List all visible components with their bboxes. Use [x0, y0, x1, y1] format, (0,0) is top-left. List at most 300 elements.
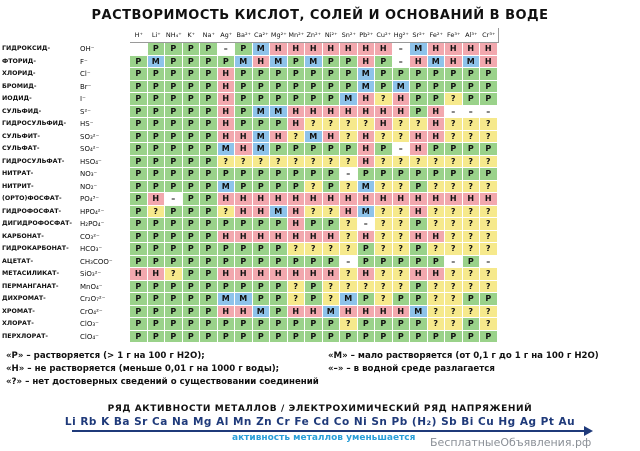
activity-trend-label: активность металлов уменьшается [232, 433, 416, 443]
solubility-cell: ? [288, 131, 306, 144]
anion-formula: CH₃COO⁻ [80, 257, 113, 266]
solubility-cell: M [358, 181, 376, 194]
solubility-cell: P [305, 293, 323, 306]
solubility-cell: ? [480, 131, 498, 144]
solubility-cell: P [148, 68, 166, 81]
solubility-cell: P [445, 168, 463, 181]
solubility-cell: H [358, 193, 376, 206]
solubility-cell: H [358, 156, 376, 169]
cation-header: Sr²⁺ [410, 28, 429, 43]
solubility-cell: ? [428, 318, 446, 331]
solubility-cell: P [288, 93, 306, 106]
solubility-cell: ? [270, 156, 288, 169]
solubility-cell: P [235, 118, 253, 131]
solubility-cell: P [200, 131, 218, 144]
solubility-cell: P [235, 168, 253, 181]
solubility-cell: P [323, 93, 341, 106]
anion-formula: ClO₃⁻ [80, 320, 99, 328]
solubility-cell: H [288, 118, 306, 131]
solubility-cell: P [288, 318, 306, 331]
solubility-cell: H [130, 268, 148, 281]
solubility-cell: P [375, 256, 393, 269]
solubility-cell: P [270, 306, 288, 319]
solubility-cell: P [410, 256, 428, 269]
solubility-cell: P [200, 268, 218, 281]
solubility-cell: P [148, 81, 166, 94]
cation-header: Fe³⁺ [445, 28, 464, 43]
solubility-cell: ? [340, 231, 358, 244]
solubility-cell: P [130, 106, 148, 119]
row-name: ГИДРОСУЛЬФАТ- [2, 157, 65, 165]
row-name: СУЛЬФИД- [2, 107, 42, 115]
legend-insoluble: «Н» – не растворяется (меньше 0,01 г на 1000 г воды); [6, 364, 280, 374]
anion-formula: SO₃²⁻ [80, 132, 100, 141]
solubility-cell: M [253, 106, 271, 119]
solubility-cell: ? [375, 268, 393, 281]
solubility-cell: P [165, 56, 183, 69]
solubility-cell: – [463, 106, 481, 119]
solubility-cell: ? [445, 281, 463, 294]
solubility-cell: ? [375, 206, 393, 219]
solubility-cell: P [183, 93, 201, 106]
solubility-cell: P [410, 168, 428, 181]
solubility-cell: P [428, 68, 446, 81]
solubility-cell: P [305, 256, 323, 269]
solubility-cell: P [305, 331, 323, 344]
solubility-cell: P [183, 131, 201, 144]
solubility-cell: P [235, 93, 253, 106]
solubility-cell: P [130, 156, 148, 169]
solubility-cell: P [218, 243, 236, 256]
solubility-cell: P [410, 68, 428, 81]
solubility-cell: P [148, 106, 166, 119]
solubility-cell: ? [218, 156, 236, 169]
solubility-cell: ? [323, 243, 341, 256]
solubility-cell: P [270, 181, 288, 194]
solubility-cell: P [130, 231, 148, 244]
solubility-cell: P [288, 256, 306, 269]
solubility-cell: P [218, 256, 236, 269]
solubility-cell: H [235, 268, 253, 281]
solubility-cell: ? [445, 318, 463, 331]
solubility-cell: P [183, 281, 201, 294]
solubility-cell: P [358, 293, 376, 306]
activity-series-title: РЯД АКТИВНОСТИ МЕТАЛЛОВ / ЭЛЕКТРОХИМИЧЕСКИЙ РЯД НАПРЯЖЕНИЙ [107, 404, 533, 414]
solubility-cell: P [235, 218, 253, 231]
solubility-cell: M [253, 306, 271, 319]
solubility-cell: ? [480, 181, 498, 194]
cation-header: Zn²⁺ [305, 28, 324, 43]
solubility-cell: P [323, 56, 341, 69]
solubility-cell: P [253, 281, 271, 294]
solubility-cell: P [200, 331, 218, 344]
solubility-cell: H [218, 231, 236, 244]
solubility-cell: ? [393, 181, 411, 194]
solubility-cell: P [130, 256, 148, 269]
solubility-cell: P [253, 318, 271, 331]
solubility-cell: P [323, 68, 341, 81]
solubility-cell: ? [463, 306, 481, 319]
solubility-cell: H [323, 106, 341, 119]
solubility-cell: P [375, 331, 393, 344]
solubility-cell: P [183, 106, 201, 119]
solubility-cell: – [393, 43, 411, 56]
solubility-cell: P [183, 231, 201, 244]
solubility-cell: P [235, 68, 253, 81]
cation-header: Pb²⁺ [358, 28, 377, 43]
solubility-cell: H [428, 118, 446, 131]
solubility-cell: – [358, 218, 376, 231]
solubility-cell: P [183, 256, 201, 269]
solubility-cell: H [393, 306, 411, 319]
solubility-cell: P [253, 331, 271, 344]
solubility-cell: ? [288, 281, 306, 294]
solubility-cell: P [148, 256, 166, 269]
solubility-cell: P [165, 68, 183, 81]
solubility-cell: P [165, 93, 183, 106]
solubility-cell: H [305, 43, 323, 56]
solubility-cell: M [270, 56, 288, 69]
solubility-cell: ? [410, 156, 428, 169]
solubility-cell: P [463, 93, 481, 106]
solubility-cell: P [393, 256, 411, 269]
solubility-cell: M [340, 93, 358, 106]
solubility-cell: P [463, 331, 481, 344]
solubility-cell: P [165, 231, 183, 244]
solubility-cell: P [165, 218, 183, 231]
solubility-cell: H [270, 193, 288, 206]
cation-header: Cu²⁺ [375, 28, 394, 43]
solubility-cell: P [165, 318, 183, 331]
solubility-cell: ? [480, 118, 498, 131]
row-name: НИТРИТ- [2, 182, 34, 190]
solubility-cell: P [410, 93, 428, 106]
solubility-cell: P [305, 168, 323, 181]
solubility-cell: ? [358, 281, 376, 294]
cation-header: H⁺ [130, 28, 149, 43]
solubility-cell: H [270, 131, 288, 144]
solubility-cell: P [323, 256, 341, 269]
solubility-cell: P [148, 281, 166, 294]
solubility-cell: M [358, 81, 376, 94]
solubility-cell: H [463, 43, 481, 56]
legend-unknown: «?» – нет достоверных сведений о существовании соединений [6, 377, 319, 387]
solubility-cell: P [183, 193, 201, 206]
solubility-cell: P [165, 168, 183, 181]
row-name: ИОДИД- [2, 95, 32, 102]
row-name: (ОРТО)ФОСФАТ- [2, 195, 62, 202]
solubility-cell: P [235, 81, 253, 94]
solubility-cell: P [323, 181, 341, 194]
row-name: СУЛЬФАТ- [2, 145, 40, 152]
solubility-cell: P [480, 93, 498, 106]
solubility-cell: P [148, 331, 166, 344]
solubility-cell: P [393, 68, 411, 81]
solubility-cell: P [428, 81, 446, 94]
solubility-cell: P [200, 293, 218, 306]
solubility-cell: P [305, 143, 323, 156]
solubility-cell: P [165, 81, 183, 94]
solubility-cell: ? [480, 206, 498, 219]
solubility-cell: P [445, 81, 463, 94]
solubility-cell: ? [375, 293, 393, 306]
solubility-cell: H [358, 268, 376, 281]
solubility-cell: P [148, 306, 166, 319]
solubility-cell: H [218, 193, 236, 206]
solubility-cell: P [358, 243, 376, 256]
solubility-cell: ? [445, 293, 463, 306]
solubility-cell: H [270, 231, 288, 244]
solubility-cell: H [323, 193, 341, 206]
solubility-cell: P [130, 306, 148, 319]
solubility-cell: P [148, 143, 166, 156]
solubility-cell: ? [340, 156, 358, 169]
cation-header: Cr³⁺ [480, 28, 499, 43]
solubility-cell: ? [375, 93, 393, 106]
solubility-cell: ? [340, 318, 358, 331]
solubility-cell: H [218, 93, 236, 106]
solubility-cell: ? [445, 243, 463, 256]
solubility-cell: P [480, 331, 498, 344]
solubility-cell: P [305, 281, 323, 294]
solubility-cell: ? [323, 206, 341, 219]
solubility-cell: P [323, 143, 341, 156]
cation-header: Li⁺ [148, 28, 167, 43]
solubility-cell: P [270, 168, 288, 181]
cation-header: Na⁺ [200, 28, 219, 43]
solubility-cell: P [445, 331, 463, 344]
solubility-cell: P [218, 281, 236, 294]
row-name: ГИДРОСУЛЬФИД- [2, 120, 67, 127]
anion-formula: MnO₄⁻ [80, 282, 103, 291]
solubility-cell: P [270, 81, 288, 94]
solubility-cell: ? [305, 118, 323, 131]
solubility-cell: H [463, 193, 481, 206]
solubility-cell: H [428, 106, 446, 119]
solubility-cell: – [393, 143, 411, 156]
solubility-cell: P [288, 181, 306, 194]
solubility-cell: P [445, 68, 463, 81]
solubility-cell: ? [288, 243, 306, 256]
solubility-cell: ? [445, 181, 463, 194]
solubility-cell: P [253, 93, 271, 106]
solubility-cell: P [130, 181, 148, 194]
solubility-cell: H [410, 231, 428, 244]
solubility-cell: M [428, 56, 446, 69]
solubility-cell: P [165, 181, 183, 194]
solubility-cell: P [305, 318, 323, 331]
solubility-cell: ? [480, 306, 498, 319]
solubility-cell: P [428, 168, 446, 181]
solubility-cell: P [463, 318, 481, 331]
solubility-cell: P [253, 218, 271, 231]
cation-header: Ni²⁺ [323, 28, 342, 43]
solubility-cell: ? [393, 131, 411, 144]
solubility-cell: ? [375, 181, 393, 194]
solubility-cell: P [200, 181, 218, 194]
solubility-cell: P [130, 206, 148, 219]
solubility-cell: ? [480, 243, 498, 256]
solubility-cell: H [270, 268, 288, 281]
solubility-cell: ? [428, 306, 446, 319]
anion-formula: CO₃²⁻ [80, 232, 100, 241]
solubility-cell: H [340, 306, 358, 319]
solubility-cell: ? [218, 206, 236, 219]
solubility-cell: ? [288, 293, 306, 306]
solubility-cell: H [410, 206, 428, 219]
solubility-cell: P [305, 81, 323, 94]
solubility-cell: P [200, 318, 218, 331]
solubility-cell: ? [463, 118, 481, 131]
solubility-cell: P [183, 118, 201, 131]
solubility-cell: ? [463, 231, 481, 244]
solubility-cell: P [393, 318, 411, 331]
solubility-cell: P [463, 168, 481, 181]
solubility-cell: P [480, 293, 498, 306]
solubility-cell: H [305, 193, 323, 206]
solubility-cell: H [358, 143, 376, 156]
solubility-cell: P [410, 81, 428, 94]
solubility-cell: M [323, 306, 341, 319]
solubility-cell: ? [463, 156, 481, 169]
solubility-cell: P [130, 243, 148, 256]
solubility-cell: P [340, 81, 358, 94]
solubility-cell: H [410, 56, 428, 69]
solubility-cell: P [323, 318, 341, 331]
solubility-cell: ? [393, 206, 411, 219]
solubility-cell: ? [253, 156, 271, 169]
solubility-cell: – [445, 106, 463, 119]
solubility-cell: H [218, 81, 236, 94]
solubility-cell: H [218, 106, 236, 119]
solubility-cell: P [270, 68, 288, 81]
solubility-cell: P [148, 93, 166, 106]
solubility-cell: P [428, 256, 446, 269]
solubility-cell: P [253, 68, 271, 81]
solubility-cell: P [130, 331, 148, 344]
solubility-cell: P [410, 218, 428, 231]
solubility-cell: ? [463, 243, 481, 256]
solubility-cell: P [130, 281, 148, 294]
solubility-cell: ? [410, 118, 428, 131]
cation-header: Al³⁺ [463, 28, 482, 43]
solubility-cell: P [165, 206, 183, 219]
solubility-cell: P [288, 331, 306, 344]
anion-formula: HPO₄²⁻ [80, 207, 105, 216]
solubility-cell: P [235, 281, 253, 294]
solubility-cell: P [165, 256, 183, 269]
solubility-cell: H [218, 118, 236, 131]
solubility-cell: H [323, 43, 341, 56]
solubility-cell: P [165, 143, 183, 156]
solubility-cell: ? [480, 218, 498, 231]
solubility-cell: ? [463, 131, 481, 144]
solubility-cell: P [358, 256, 376, 269]
solubility-cell: P [393, 168, 411, 181]
anion-formula: I⁻ [80, 95, 86, 103]
solubility-cell: P [375, 318, 393, 331]
solubility-cell: H [323, 131, 341, 144]
solubility-cell: ? [393, 231, 411, 244]
solubility-cell: M [358, 68, 376, 81]
solubility-cell: H [375, 43, 393, 56]
anion-formula: H₂PO₄⁻ [80, 220, 105, 228]
solubility-cell: ? [235, 156, 253, 169]
solubility-cell: P [183, 306, 201, 319]
anion-formula: Cl⁻ [80, 70, 91, 78]
cation-header: K⁺ [183, 28, 202, 43]
row-name: ХЛОРАТ- [2, 320, 34, 327]
row-name: ХЛОРИД- [2, 70, 36, 77]
solubility-cell: – [445, 256, 463, 269]
solubility-cell: P [218, 318, 236, 331]
solubility-cell: P [305, 93, 323, 106]
solubility-cell: P [340, 56, 358, 69]
solubility-cell: P [358, 318, 376, 331]
solubility-cell: ? [428, 156, 446, 169]
solubility-cell: H [410, 131, 428, 144]
solubility-cell: ? [428, 281, 446, 294]
solubility-cell: P [428, 143, 446, 156]
anion-formula: ClO₄⁻ [80, 332, 99, 341]
solubility-cell: M [463, 56, 481, 69]
cation-header: NH₄⁺ [165, 28, 184, 43]
solubility-cell: P [270, 256, 288, 269]
solubility-cell: P [165, 243, 183, 256]
solubility-cell: H [323, 231, 341, 244]
solubility-cell: P [410, 281, 428, 294]
solubility-cell: ? [445, 206, 463, 219]
anion-formula: S²⁻ [80, 107, 91, 116]
page-title: РАСТВОРИМОСТЬ КИСЛОТ, СОЛЕЙ И ОСНОВАНИЙ В ВОДЕ [91, 8, 549, 23]
solubility-cell: ? [445, 131, 463, 144]
solubility-cell: H [218, 306, 236, 319]
solubility-cell: P [270, 218, 288, 231]
cation-header: Ag⁺ [218, 28, 237, 43]
solubility-cell: H [358, 56, 376, 69]
solubility-cell: ? [480, 231, 498, 244]
solubility-cell: P [288, 168, 306, 181]
solubility-cell: P [200, 243, 218, 256]
solubility-cell: P [323, 218, 341, 231]
solubility-cell: P [183, 331, 201, 344]
solubility-cell: H [288, 206, 306, 219]
solubility-cell: P [130, 131, 148, 144]
solubility-cell: H [340, 206, 358, 219]
solubility-cell: P [130, 68, 148, 81]
solubility-cell: P [235, 243, 253, 256]
solubility-cell: P [480, 81, 498, 94]
solubility-cell: H [235, 306, 253, 319]
solubility-cell: M [340, 293, 358, 306]
solubility-cell: – [340, 256, 358, 269]
anion-formula: HSO₄⁻ [80, 157, 102, 166]
solubility-cell: P [183, 56, 201, 69]
solubility-cell: P [253, 181, 271, 194]
solubility-cell: P [340, 68, 358, 81]
cation-header: Mn²⁺ [288, 28, 307, 43]
legend-slightly: «М» – мало растворяется (от 0,1 г до 1 г на 100 г Н2О) [328, 351, 599, 361]
solubility-cell: ? [288, 156, 306, 169]
solubility-cell: H [253, 268, 271, 281]
arrow-right-icon [584, 426, 593, 436]
solubility-cell: – [165, 193, 183, 206]
solubility-cell: P [410, 181, 428, 194]
solubility-cell: H [288, 231, 306, 244]
solubility-cell: P [323, 168, 341, 181]
solubility-cell: P [200, 218, 218, 231]
solubility-cell: ? [428, 243, 446, 256]
